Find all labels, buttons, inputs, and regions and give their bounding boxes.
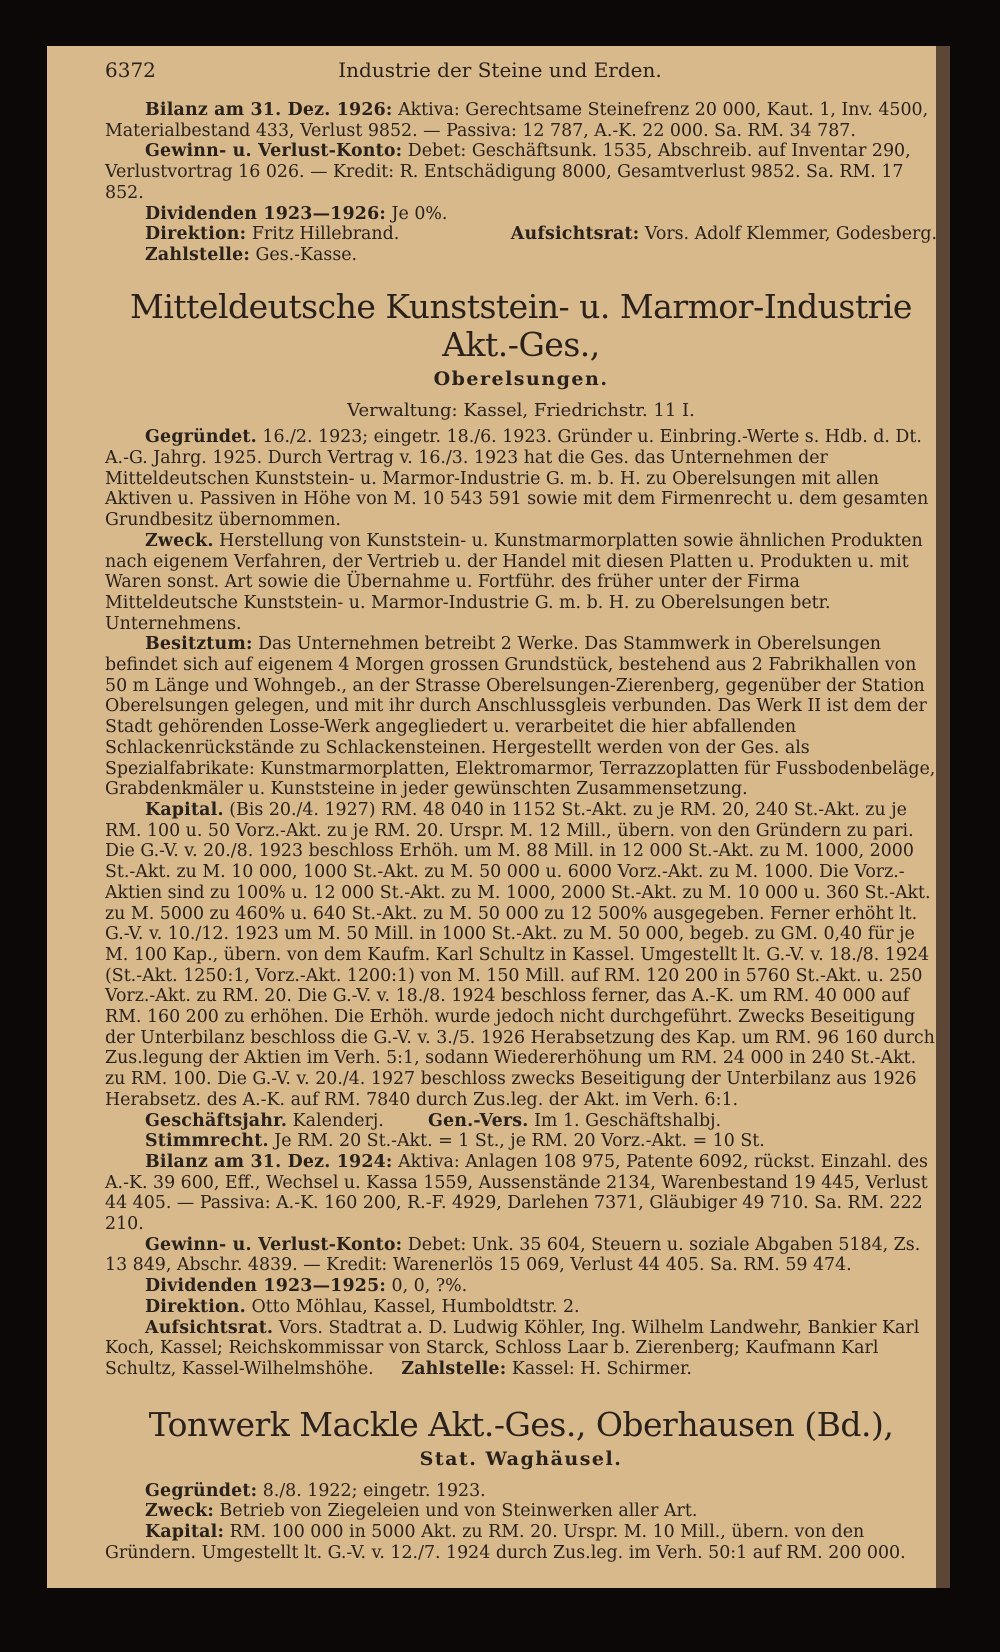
prev-aufsichtsrat: Aufsichtsrat: Vors. Adolf Klemmer, Godesberg. xyxy=(510,224,937,245)
entry2-kapital: Kapital: RM. 100 000 in 5000 Akt. zu RM. 20. Urspr. M. 10 Mill., übern. von den Gründern. Umgestellt lt. G.-V. v. 12./7. 1924 durch Zus.leg. im Verh. 50:1 auf RM. 200 000. xyxy=(105,1522,906,1563)
entry1-gegruendet: Gegründet. 16./2. 1923; eingetr. 18./6. 1923. Gründer u. Einbring.-Werte s. Hdb. d. Dt. A.-G. Jahrg. 1925. Durch Vertrag v. 16./3. 1923 hat die Ges. das Unternehmen der Mitteldeutschen Kunststein- u. Marmor-Industrie G. m. b. H. zu Oberelsungen mit allen Aktiven u. Passiven in Höhe von M. 10 543 591 sowie mit dem Firmenrecht u. dem gesamten Grundbesitz übernommen. xyxy=(105,427,929,531)
entry1-zweck: Zweck. Herstellung von Kunststein- u. Kunstmarmorplatten sowie ähnlichen Produkten nach eigenem Verfahren, der Vertrieb u. der Handel mit diesen Platten u. Produkten u. mit Waren sonst. Art sowie die Übernahme u. Fortführ. des früher unter der Firma Mitteldeutsche Kunststein- u. Marmor-Industrie G. m. b. H. zu Oberelsungen betr. Unternehmens. xyxy=(105,530,923,634)
entry1-stimmrecht: Stimmrecht. Je RM. 20 St.-Akt. = 1 St., je RM. 20 Vorz.-Akt. = 10 St. xyxy=(145,1131,765,1152)
company-location-oberelsungen: Oberelsungen. xyxy=(433,367,609,390)
company-verwaltung: Verwaltung: Kassel, Friedrichstr. 11 I. xyxy=(347,399,695,421)
entry2-zweck: Zweck: Betrieb von Ziegeleien und von Steinwerken aller Art. xyxy=(145,1501,698,1522)
company-title-mitteldeutsche: Mitteldeutsche Kunststein- u. Marmor-Industrie Akt.-Ges., xyxy=(130,286,912,364)
company-title-tonwerk-mackle: Tonwerk Mackle Akt.-Ges., Oberhausen (Bd.), xyxy=(148,1404,894,1444)
running-header xyxy=(105,60,937,100)
entry1-besitztum: Besitztum: Das Unternehmen betreibt 2 Werke. Das Stammwerk in Oberelsungen befindet sich auf eigenem 4 Morgen grossen Grundstück, bestehend aus 2 Fabrikhallen von 50 m Länge und Wohngeb., an der Strasse Oberelsungen-Zierenberg, gegenüber der Station Oberelsungen gelegen, und mit ihr durch Anschlussgleis verbunden. Das Werk II ist dem der Stadt gehörenden Losse-Werk angegliedert u. verarbeitet die hier abfallenden Schlackenrückstände zu Schlackensteinen. Hergestellt werden von der Ges. als Spezialfabrikate: Kunstmarmorplatten, Elektromarmor, Terrazzoplatten für Fussbodenbeläge, Grabdenkmäler u. Kunststeine in jeder gewünschten Zusammensetzung. xyxy=(105,634,936,800)
entry1-direktion: Direktion. Otto Möhlau, Kassel, Humboldtstr. 2. xyxy=(145,1296,580,1317)
book-spine xyxy=(936,46,950,1588)
prev-zahlstelle: Zahlstelle: Ges.-Kasse. xyxy=(145,244,358,265)
prev-guv: Gewinn- u. Verlust-Konto: Debet: Geschäftsunk. 1535, Abschreib. auf Inventar 290, Verlustvortrag 16 026. — Kredit: R. Entschädigung 8000, Gesamtverlust 9852. Sa. RM. 17 852. xyxy=(105,141,911,203)
company-location-waghaeusel: Stat. Waghäusel. xyxy=(419,1447,623,1470)
entry1-dividenden: Dividenden 1923—1925: 0, 0, ?%. xyxy=(145,1276,468,1297)
entry2-gegruendet: Gegründet: 8./8. 1922; eingetr. 1923. xyxy=(145,1480,486,1501)
page-content xyxy=(105,60,937,1563)
entry1-guv: Gewinn- u. Verlust-Konto: Debet: Unk. 35 604, Steuern u. soziale Abgaben 5184, Zs. 13 849, Abschr. 4839. — Kredit: Warenerlös 15 069, Verlust 44 405. Sa. RM. 59 474. xyxy=(105,1234,921,1276)
entry1-bilanz: Bilanz am 31. Dez. 1924: Aktiva: Anlagen 108 975, Patente 6092, rückst. Einzahl. des A.-K. 39 600, Eff., Wechsel u. Kassa 1559, Aussenstände 2134, Warenbestand 19 445, Verlust 44 405. — Passiva: A.-K. 160 200, R.-F. 4929, Darlehen 7371, Gläubiger 49 710. Sa. RM. 222 210. xyxy=(105,1151,928,1235)
entry1-kapital: Kapital. (Bis 20./4. 1927) RM. 48 040 in 1152 St.-Akt. zu je RM. 20, 240 St.-Akt. zu je RM. 100 u. 50 Vorz.-Akt. zu je RM. 20. Urspr. M. 12 Mill., übern. von den Gründern zu pari. Die G.-V. v. 20./8. 1923 beschloss Erhöh. um M. 88 Mill. in 12 000 St.-Akt. zu M. 1000, 2000 St.-Akt. zu M. 10 000, 1000 St.-Akt. zu M. 50 000 u. 6000 Vorz.-Akt. zu M. 1000. Die Vorz.-Aktien sind zu 100% u. 12 000 St.-Akt. zu M. 1000, 2000 St.-Akt. zu M. 10 000 u. 360 St.-Akt. zu M. 5000 zu 460% u. 640 St.-Akt. zu M. 50 000 zu 12 500% ausgegeben. Ferner erhöht lt. G.-V. v. 10./12. 1923 um M. 50 Mill. in 1000 St.-Akt. zu M. 50 000, begeb. zu GM. 0,40 für je M. 100 Kap., übern. von dem Kaufm. Karl Schultz in Kassel. Umgestellt lt. G.-V. v. 18./8. 1924 (St.-Akt. 1250:1, Vorz.-Akt. 1200:1) von M. 150 Mill. auf RM. 120 200 in 5760 St.-Akt. u. 250 Vorz.-Akt. zu RM. 20. Die G.-V. v. 18./8. 1924 beschloss ferner, das A.-K. um RM. 40 000 auf RM. 160 200 zu erhöhen. Die Erhöh. wurde jedoch nicht durchgeführt. Zwecks Beseitigung der Unterbilanz beschloss die G.-V. v. 3./5. 1926 Herabsetzung des Kap. um RM. 96 160 durch Zus.legung der Aktien im Verh. 5:1, sodann Wiedererhöhung um RM. 24 000 in 240 St.-Akt. zu RM. 100. Die G.-V. v. 20./4. 1927 beschloss zwecks Beseitigung der Unterbilanz aus 1926 Herabsetz. des A.-K. auf RM. 7840 durch Zus.leg. der Akt. im Verh. 6:1. xyxy=(105,799,935,1110)
book-page xyxy=(47,46,950,1588)
section-title: Industrie der Steine und Erden. xyxy=(338,58,662,82)
prev-bilanz: Bilanz am 31. Dez. 1926: Aktiva: Gerechtsame Steinefrenz 20 000, Kaut. 1, Inv. 4500, Materialbestand 433, Verlust 9852. — Passiva: 12 787, A.-K. 22 000. Sa. RM. 34 787. xyxy=(105,100,929,141)
entry1-aufsichtsrat: Aufsichtsrat. Vors. Stadtrat a. D. Ludwig Köhler, Ing. Wilhelm Landwehr, Bankier Karl Koch, Kassel; Reichskommissar von Starck, Schloss Laar b. Zierenberg; Kaufmann Karl Schultz, Kassel-Wilhelmshöhe. Zahlstelle: Kassel: H. Schirmer. xyxy=(105,1317,920,1379)
entry1-geschaeftsjahr-genvers: Geschäftsjahr. Kalenderj. Gen.-Vers. Im 1. Geschäftshalbj. xyxy=(145,1110,722,1131)
prev-dividenden: Dividenden 1923—1926: Je 0%. xyxy=(145,203,448,224)
prev-direktion: Direktion: Fritz Hillebrand. xyxy=(145,224,400,245)
page-number: 6372 xyxy=(105,58,156,82)
prev-direktion-row xyxy=(105,224,937,245)
